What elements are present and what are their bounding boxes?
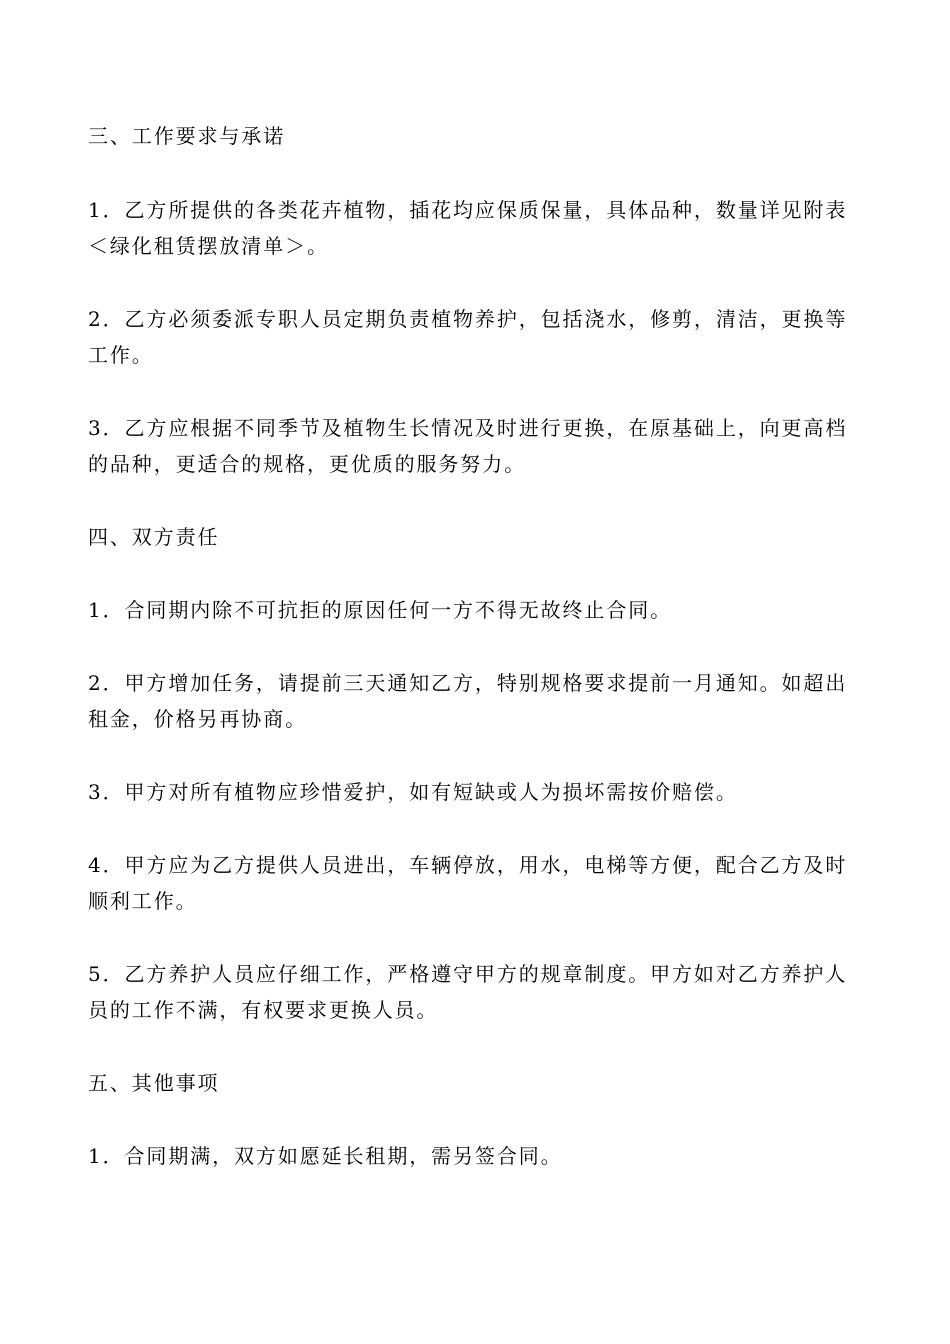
clause-paragraph: 1．合同期内除不可抗拒的原因任何一方不得无故终止合同。 [88, 598, 673, 622]
clause-paragraph: 3．乙方应根据不同季节及植物生长情况及时进行更换，在原基础上，向更高档的品种，更适合的规格，更优质的服务努力。 [88, 416, 848, 476]
clause-paragraph: 4．甲方应为乙方提供人员进出，车辆停放，用水，电梯等方便，配合乙方及时顺利工作。 [88, 853, 848, 913]
section-heading-requirements: 三、工作要求与承诺 [88, 124, 286, 148]
clause-paragraph: 1．合同期满，双方如愿延长租期，需另签合同。 [88, 1144, 563, 1168]
clause-paragraph: 2．甲方增加任务，请提前三天通知乙方，特别规格要求提前一月通知。如超出租金，价格另再协商。 [88, 671, 848, 731]
section-heading-other-matters: 五、其他事项 [88, 1071, 220, 1095]
clause-paragraph: 2．乙方必须委派专职人员定期负责植物养护，包括浇水，修剪，清洁，更换等工作。 [88, 307, 848, 367]
clause-paragraph: 5．乙方养护人员应仔细工作，严格遵守甲方的规章制度。甲方如对乙方养护人员的工作不满，有权要求更换人员。 [88, 962, 848, 1022]
section-heading-responsibilities: 四、双方责任 [88, 525, 220, 549]
clause-paragraph: 3．甲方对所有植物应珍惜爱护，如有短缺或人为损坏需按价赔偿。 [88, 780, 738, 804]
clause-paragraph: 1．乙方所提供的各类花卉植物，插花均应保质保量，具体品种，数量详见附表＜绿化租赁摆放清单＞。 [88, 198, 848, 258]
